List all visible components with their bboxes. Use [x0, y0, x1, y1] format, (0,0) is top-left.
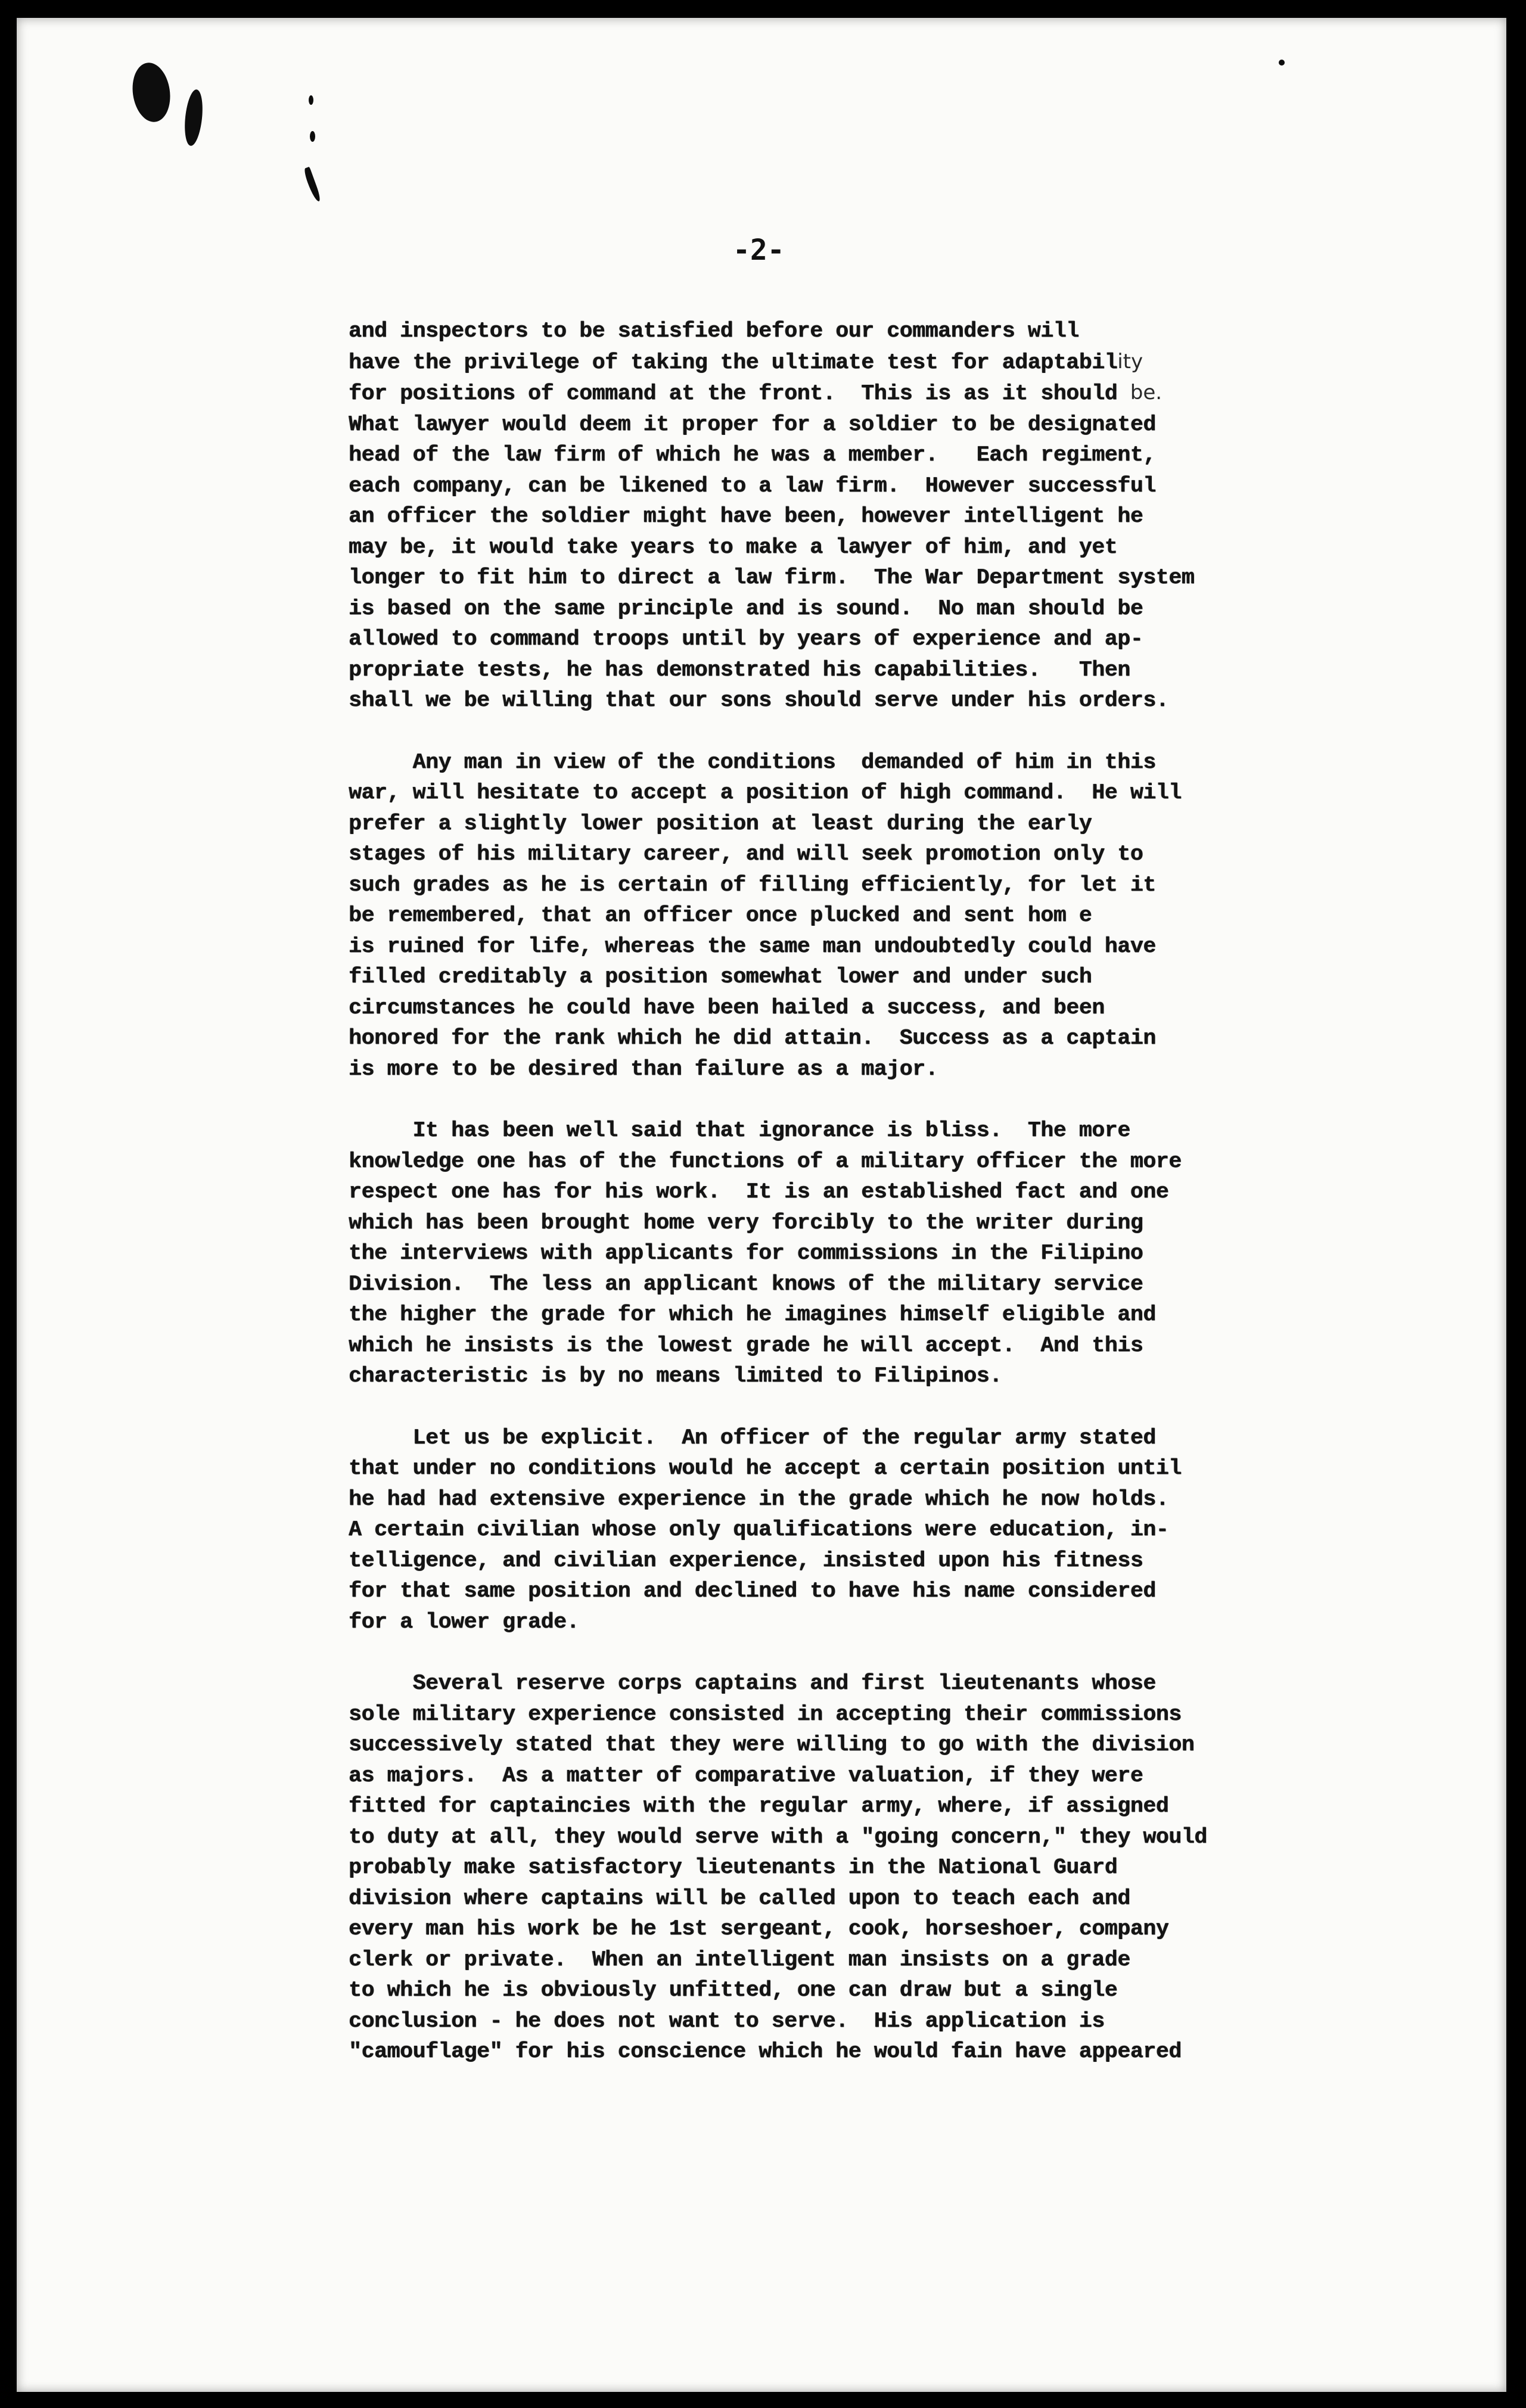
text-line: longer to fit him to direct a law firm. The War Department system — [349, 565, 1195, 590]
text-line: stages of his military career, and will seek promotion only to — [349, 842, 1143, 866]
typed-text-body — [349, 316, 1385, 2098]
text-line: to which he is obviously unfitted, one can draw but a single — [349, 1978, 1118, 2002]
text-line: successively stated that they were willing to go with the division — [349, 1732, 1195, 1757]
ink-speck — [303, 167, 322, 203]
text-line: filled creditably a position somewhat lower and under such — [349, 965, 1092, 989]
text-line: propriate tests, he has demonstrated his capabilities. Then — [349, 657, 1130, 682]
text-line: respect one has for his work. It is an established fact and one — [349, 1180, 1169, 1204]
text-line: division where captains will be called upon to teach each and — [349, 1886, 1130, 1911]
text-line: is more to be desired than failure as a major. — [349, 1056, 938, 1081]
text-line: for that same position and declined to have his name considered — [349, 1579, 1156, 1603]
text-line: clerk or private. When an intelligent man insists on a grade — [349, 1947, 1130, 1972]
text-line: have the privilege of taking the ultimate test for adaptability — [349, 349, 1143, 375]
handwritten-annotation: be. — [1130, 381, 1163, 405]
text-line: fitted for captaincies with the regular army, where, if assigned — [349, 1794, 1169, 1818]
text-line: for positions of command at the front. This is as it should be. — [349, 381, 1163, 406]
text-line: is ruined for life, whereas the same man undoubtedly could have — [349, 934, 1156, 959]
text-line: such grades as he is certain of filling efficiently, for let it — [349, 872, 1156, 897]
text-line: What lawyer would deem it proper for a soldier to be designated — [349, 412, 1156, 437]
text-line: conclusion - he does not want to serve. His application is — [349, 2008, 1105, 2033]
text-line: head of the law firm of which he was a member. Each regiment, — [349, 443, 1156, 467]
text-line: war, will hesitate to accept a position of high command. He will — [349, 780, 1182, 805]
text-line: that under no conditions would he accept a certain position until — [349, 1456, 1182, 1480]
text-line: A certain civilian whose only qualifications were education, in- — [349, 1517, 1169, 1542]
text-line: prefer a slightly lower position at least during the early — [349, 811, 1092, 836]
text-line: be remembered, that an officer once plucked and sent hom e — [349, 903, 1092, 928]
text-line: is based on the same principle and is sound. No man should be — [349, 596, 1143, 621]
text-line: characteristic is by no means limited to Filipinos. — [349, 1364, 1002, 1388]
text-line: sole military experience consisted in accepting their commissions — [349, 1701, 1182, 1726]
text-line: each company, can be likened to a law firm. However successful — [349, 473, 1156, 498]
text-line: Division. The less an applicant knows of the military service — [349, 1271, 1143, 1296]
text-line: and inspectors to be satisfied before our commanders will — [349, 319, 1079, 343]
ink-speck — [310, 131, 315, 142]
text-line: honored for the rank which he did attain. Success as a captain — [349, 1026, 1156, 1050]
text-line: the interviews with applicants for commissions in the Filipino — [349, 1241, 1143, 1265]
ink-blot — [129, 60, 173, 125]
ink-blot — [182, 89, 205, 147]
paragraph — [349, 747, 1385, 1085]
paragraph — [349, 1668, 1385, 2067]
text-line: "camouflage" for his conscience which he would fain have appeared — [349, 2039, 1182, 2064]
text-line: Let us be explicit. An officer of the regular army stated — [349, 1425, 1156, 1450]
ink-speck — [309, 95, 313, 105]
text-line: shall we be willing that our sons should serve under his orders. — [349, 688, 1169, 713]
text-line: as majors. As a matter of comparative valuation, if they were — [349, 1763, 1143, 1788]
text-line: may be, it would take years to make a lawyer of him, and yet — [349, 534, 1118, 559]
page-number: -2- — [733, 234, 785, 267]
text-line: Any man in view of the conditions demanded of him in this — [349, 749, 1156, 774]
text-line: It has been well said that ignorance is bliss. The more — [349, 1118, 1130, 1143]
text-line: allowed to command troops until by years of experience and ap- — [349, 627, 1143, 651]
text-line: which he insists is the lowest grade he will accept. And this — [349, 1333, 1143, 1358]
text-line: knowledge one has of the functions of a military officer the more — [349, 1149, 1182, 1174]
ink-speck — [1279, 60, 1285, 66]
paragraph — [349, 1423, 1385, 1638]
text-line: Several reserve corps captains and first lieutenants whose — [349, 1671, 1156, 1695]
text-line: which has been brought home very forcibly to the writer during — [349, 1210, 1143, 1235]
text-line: for a lower grade. — [349, 1609, 580, 1634]
text-line: the higher the grade for which he imagines himself eligible and — [349, 1302, 1156, 1327]
text-line: telligence, and civilian experience, insisted upon his fitness — [349, 1548, 1143, 1573]
paragraph — [349, 316, 1385, 716]
paragraph — [349, 1115, 1385, 1392]
text-line: probably make satisfactory lieutenants in the National Guard — [349, 1855, 1118, 1880]
text-line: to duty at all, they would serve with a "going concern," they would — [349, 1824, 1207, 1849]
text-line: he had had extensive experience in the grade which he now holds. — [349, 1486, 1169, 1511]
handwritten-annotation: ity — [1117, 349, 1143, 374]
text-line: an officer the soldier might have been, however intelligent he — [349, 504, 1143, 528]
text-line: circumstances he could have been hailed a success, and been — [349, 995, 1105, 1020]
text-line: every man his work be he 1st sergeant, cook, horseshoer, company — [349, 1917, 1169, 1941]
